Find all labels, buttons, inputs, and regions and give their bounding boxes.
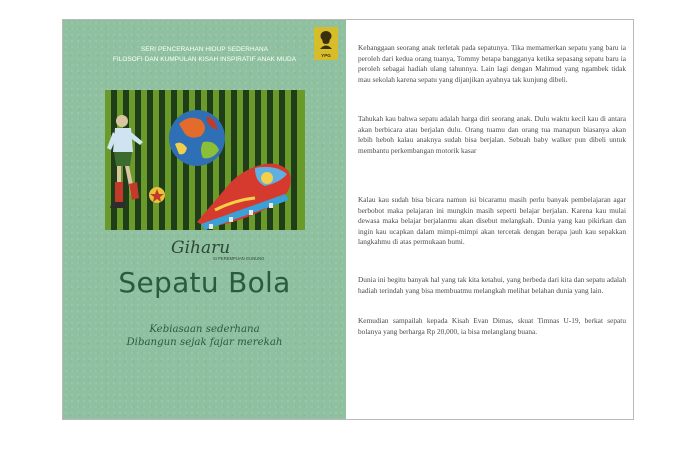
- text-page: [346, 20, 633, 419]
- paragraph-5: Kemudian sampailah kepada Kisah Evan Dimas, skuat Timnas U-19, berkat sepatu bolanya yang berharga Rp 20,000, ia bisa melanglang buana.: [358, 316, 626, 336]
- series-line-1: SERI PENCERAHAN HIDUP SEDERHANA: [140, 46, 269, 53]
- paragraph-2: Tahukah kau bahwa sepatu adalah harga diri seorang anak. Dulu waktu kecil kau di antara akan berbicara atau berjalan dulu. Orang tuamu dan orang tua manapun biasanya akan lebih heboh kalau anaknya sudah bisa berjalan. Sebuah baby walker pun dibeli untuk membantu perkembangan motorik kasar: [358, 114, 626, 155]
- publisher-logo-text: YPG: [321, 53, 331, 58]
- publisher-logo: [314, 27, 338, 60]
- author-subtitle: SI PEREMPUAN GUNUNG: [213, 256, 265, 261]
- cover-illustration: [105, 90, 305, 230]
- paragraph-3: Kalau kau sudah bisa bicara namun isi bicaramu masih perlu banyak pembelajaran agar berbobot maka pelajaran ini mungkin masih seperti belajar berjalan. Karena kau mulai dewasa maka belajar berjalanmu akan disebut melangkah. Dunia yang kau pikirkan dan ingin kau ucapkan dalam mimpi-mimpi akan tercetak dengan berapa jauh kau sepakkan langkahmu di atas permukaan bumi.: [358, 195, 626, 247]
- paragraph-1: Kebanggaan seorang anak terletak pada sepatunya. Tika memamerkan sepatu yang baru ia peroleh dari kedua orang tuanya, Tommy betapa bangganya ketika sepasang sepatu baru ia peroleh sebagai hadiah ulang tahunnya. Lain lagi dengan Mahmud yang ngambek tidak mau sekolah karena sepatu yang dijanjikan ayahnya tak kunjung dibeli.: [358, 43, 626, 84]
- silhouette-icon: [317, 30, 335, 50]
- book-tagline: [63, 323, 346, 349]
- author-signature: Giharu: [171, 238, 231, 258]
- paragraph-4: Dunia ini begitu banyak hal yang tak kita ketahui, yang berbeda dari kita dan sepatu adalah hadiah terindah yang bisa membuatmu melangkah melihat belahan dunia yang lain.: [358, 275, 626, 295]
- tagline-line-1: Kebiasaan sederhana: [149, 324, 260, 335]
- series-line-2: FILOSOFI DAN KUMPULAN KISAH INSPIRATIF ANAK MUDA: [112, 56, 297, 63]
- book-title: Sepatu Bola: [118, 266, 291, 299]
- tagline-line-2: Dibangun sejak fajar merekah: [126, 337, 283, 348]
- book-cover: [63, 20, 346, 419]
- book-spread: [62, 19, 634, 420]
- series-heading: [63, 45, 346, 65]
